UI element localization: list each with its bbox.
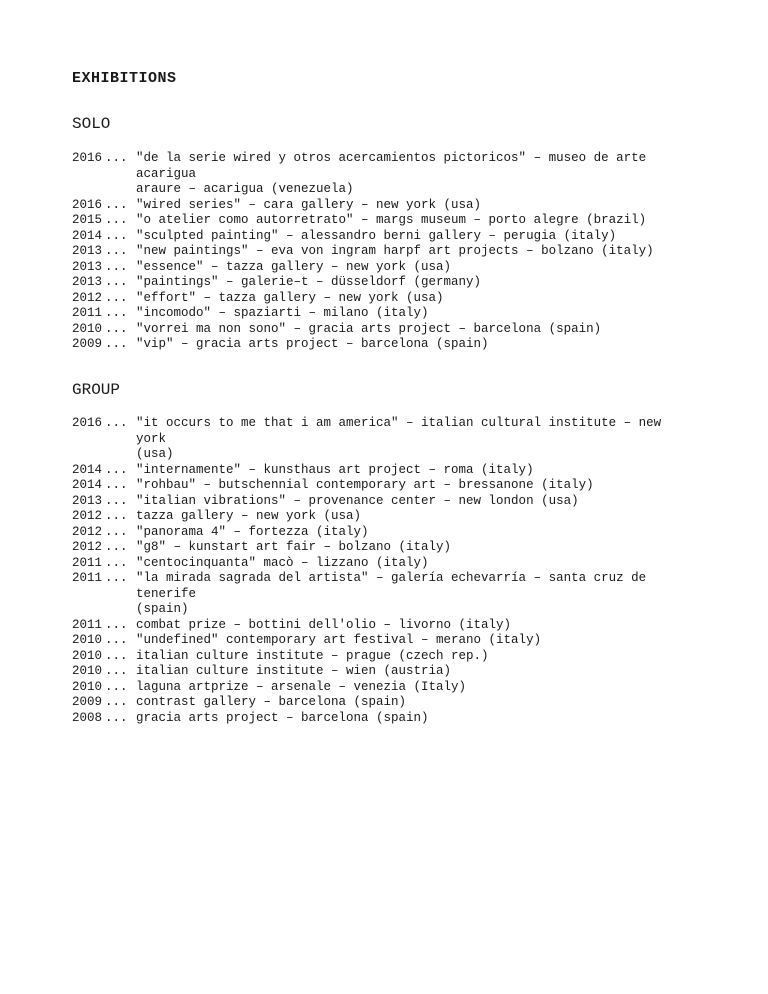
exhibition-row: [72, 244, 692, 260]
exhibition-year: 2010: [72, 633, 103, 647]
exhibition-row: [72, 322, 692, 338]
row-separator: ...: [105, 321, 128, 336]
exhibition-year: 2012: [72, 540, 103, 554]
exhibition-year: 2016: [72, 197, 103, 212]
exhibition-year: 2014: [72, 462, 103, 477]
exhibition-year: 2013: [72, 493, 103, 508]
exhibition-entry: italian culture institute – prague (czech rep.): [136, 648, 489, 663]
exhibition-entry: "panorama 4" – fortezza (italy): [136, 524, 369, 539]
row-separator: ...: [105, 555, 128, 570]
solo-exhibition-list: [72, 151, 692, 353]
exhibition-year: 2011: [72, 617, 103, 632]
row-separator: ...: [105, 151, 128, 165]
exhibition-entry: contrast gallery – barcelona (spain): [136, 695, 407, 709]
exhibition-entry: "o atelier como autorretrato" – margs museum – porto alegre (brazil): [136, 213, 647, 227]
exhibition-entry: "essence" – tazza gallery – new york (usa): [136, 259, 452, 274]
row-separator: ...: [105, 416, 128, 430]
row-separator: ...: [105, 679, 128, 694]
row-separator: ...: [105, 633, 128, 647]
row-separator: ...: [105, 710, 128, 725]
row-separator: ...: [105, 290, 128, 305]
exhibition-row: [72, 229, 692, 245]
exhibition-year: 2014: [72, 228, 103, 243]
exhibition-row: [72, 306, 692, 322]
exhibition-row: [72, 571, 692, 618]
row-separator: ...: [105, 493, 128, 508]
exhibition-row: [72, 680, 692, 696]
row-separator: ...: [105, 509, 128, 523]
exhibition-year: 2009: [72, 337, 103, 351]
exhibition-row: [72, 416, 692, 463]
exhibition-row: [72, 540, 692, 556]
exhibition-row: [72, 711, 692, 727]
row-separator: ...: [105, 275, 128, 289]
exhibition-year: 2013: [72, 244, 103, 258]
row-separator: ...: [105, 571, 128, 585]
exhibition-entry: "italian vibrations" – provenance center – new london (usa): [136, 493, 579, 508]
exhibition-entry: "rohbau" – butschennial contemporary art – bressanone (italy): [136, 478, 594, 492]
row-separator: ...: [105, 524, 128, 539]
exhibition-row: [72, 618, 692, 634]
exhibition-entry: gracia arts project – barcelona (spain): [136, 710, 429, 725]
exhibition-row: [72, 494, 692, 510]
exhibition-entry: italian culture institute – wien (austria): [136, 664, 452, 678]
exhibition-year: 2011: [72, 555, 103, 570]
exhibition-entry: "la mirada sagrada del artista" – galería echevarría – santa cruz de tenerife (spain): [136, 571, 647, 616]
exhibition-year: 2016: [72, 416, 103, 430]
exhibition-row: [72, 213, 692, 229]
exhibition-row: [72, 198, 692, 214]
group-exhibition-list: [72, 416, 692, 726]
exhibition-year: 2008: [72, 710, 103, 725]
exhibition-entry: "incomodo" – spaziarti – milano (italy): [136, 306, 429, 320]
exhibition-row: [72, 291, 692, 307]
exhibition-year: 2009: [72, 695, 103, 709]
exhibition-row: [72, 275, 692, 291]
row-separator: ...: [105, 228, 128, 243]
exhibition-year: 2013: [72, 259, 103, 274]
exhibition-entry: "internamente" – kunsthaus art project – roma (italy): [136, 462, 534, 477]
exhibition-row: [72, 509, 692, 525]
row-separator: ...: [105, 213, 128, 227]
page-title: EXHIBITIONS: [72, 70, 177, 87]
exhibition-year: 2014: [72, 478, 103, 492]
exhibition-year: 2016: [72, 151, 103, 165]
exhibition-entry: laguna artprize – arsenale – venezia (Italy): [136, 679, 467, 694]
exhibition-row: [72, 649, 692, 665]
group-heading: GROUP: [72, 381, 121, 399]
exhibition-entry: "g8" – kunstart art fair – bolzano (italy): [136, 540, 452, 554]
exhibition-row: [72, 337, 692, 353]
row-separator: ...: [105, 664, 128, 678]
exhibition-row: [72, 556, 692, 572]
row-separator: ...: [105, 695, 128, 709]
exhibition-year: 2010: [72, 648, 103, 663]
exhibition-year: 2010: [72, 679, 103, 694]
exhibition-year: 2013: [72, 275, 103, 289]
exhibition-row: [72, 463, 692, 479]
row-separator: ...: [105, 244, 128, 258]
row-separator: ...: [105, 306, 128, 320]
exhibition-entry: "it occurs to me that i am america" – italian cultural institute – new york (usa): [136, 416, 662, 461]
exhibition-entry: "de la serie wired y otros acercamientos pictoricos" – museo de arte acarigua araure – acarigua (venezuela): [136, 151, 647, 196]
row-separator: ...: [105, 259, 128, 274]
exhibition-year: 2012: [72, 524, 103, 539]
exhibition-entry: "centocinquanta" macò – lizzano (italy): [136, 555, 429, 570]
exhibition-year: 2010: [72, 664, 103, 678]
solo-heading: SOLO: [72, 115, 111, 133]
exhibition-year: 2011: [72, 571, 103, 585]
exhibition-row: [72, 633, 692, 649]
exhibition-entry: "new paintings" – eva von ingram harpf art projects – bolzano (italy): [136, 244, 654, 258]
exhibition-entry: tazza gallery – new york (usa): [136, 509, 362, 523]
exhibition-entry: "effort" – tazza gallery – new york (usa): [136, 290, 444, 305]
row-separator: ...: [105, 197, 128, 212]
exhibition-row: [72, 260, 692, 276]
exhibition-row: [72, 695, 692, 711]
exhibition-year: 2015: [72, 213, 103, 227]
row-separator: ...: [105, 337, 128, 351]
exhibition-entry: "wired series" – cara gallery – new york (usa): [136, 197, 482, 212]
exhibition-row: [72, 525, 692, 541]
exhibition-year: 2012: [72, 290, 103, 305]
exhibition-row: [72, 664, 692, 680]
row-separator: ...: [105, 478, 128, 492]
exhibition-row: [72, 478, 692, 494]
exhibition-year: 2011: [72, 306, 103, 320]
exhibition-entry: "vorrei ma non sono" – gracia arts project – barcelona (spain): [136, 321, 602, 336]
row-separator: ...: [105, 648, 128, 663]
exhibition-entry: "vip" – gracia arts project – barcelona (spain): [136, 337, 489, 351]
exhibition-year: 2010: [72, 321, 103, 336]
exhibition-year: 2012: [72, 509, 103, 523]
row-separator: ...: [105, 540, 128, 554]
exhibition-row: [72, 151, 692, 198]
exhibition-entry: "sculpted painting" – alessandro berni gallery – perugia (italy): [136, 228, 617, 243]
row-separator: ...: [105, 617, 128, 632]
exhibition-entry: "paintings" – galerie–t – düsseldorf (germany): [136, 275, 482, 289]
row-separator: ...: [105, 462, 128, 477]
exhibition-entry: "undefined" contemporary art festival – merano (italy): [136, 633, 542, 647]
exhibition-entry: combat prize – bottini dell'olio – livorno (italy): [136, 617, 512, 632]
